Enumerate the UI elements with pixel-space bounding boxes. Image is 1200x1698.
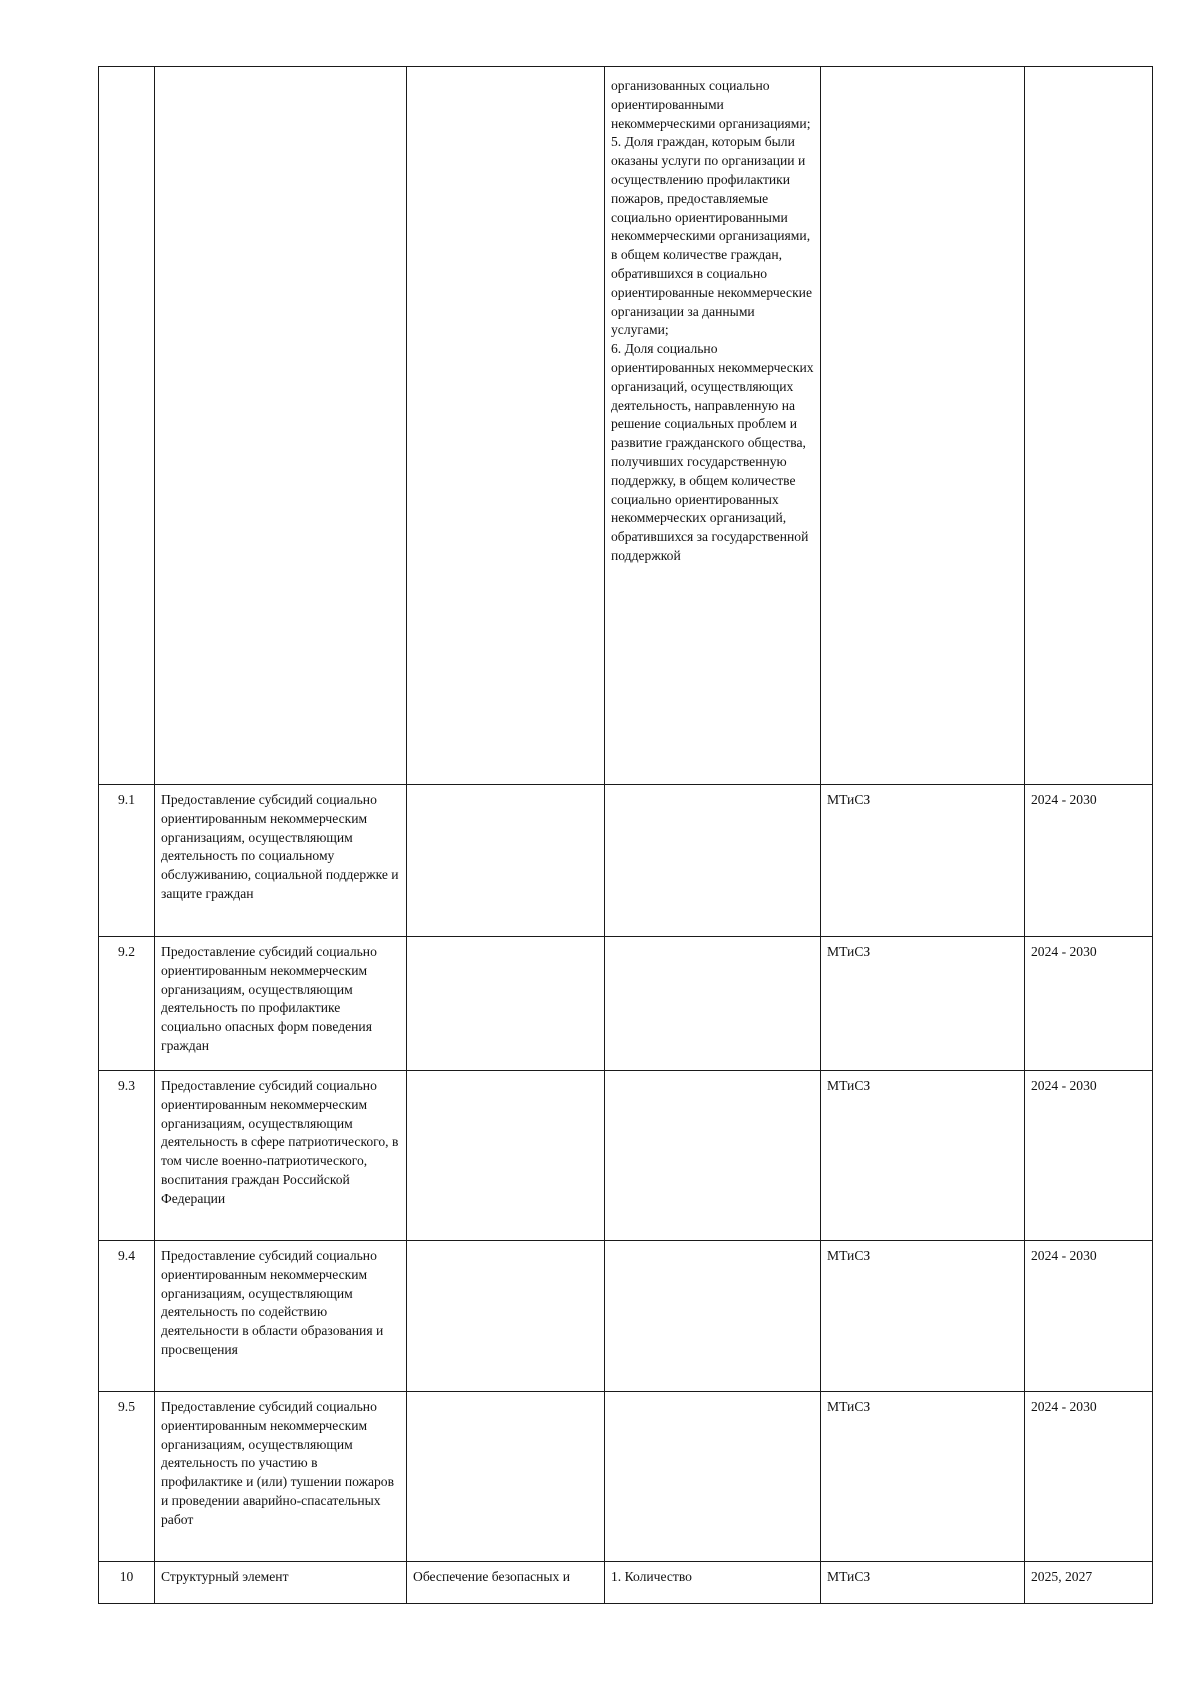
row-number-cell: 9.3	[99, 1071, 155, 1241]
indicators-cell	[605, 1241, 821, 1392]
indicators-cell	[605, 785, 821, 937]
responsible-cell: МТиСЗ	[821, 937, 1025, 1071]
indicators-cell	[605, 1071, 821, 1241]
table-row	[99, 1071, 1153, 1241]
indicators-cell: организованных социально ориентированными некоммерческими организациями; 5. Доля граждан, которым были оказаны услуги по организации и осуществлению профилактики пожаров, предоставляемые социально ориентированными некоммерческими организациями, в общем количестве граждан, обратившихся в социально ориентированные некоммерческие организации за данными услугами; 6. Доля социально ориентированных некоммерческих организаций, осуществляющих деятельность, направленную на решение социальных проблем и развитие гражданского общества, получивших государственную поддержку, в общем количестве социально ориентированных некоммерческих организаций, обратившихся за государственной поддержкой	[605, 67, 821, 785]
program-table	[98, 66, 1153, 1604]
indicators-cell	[605, 937, 821, 1071]
period-cell: 2024 - 2030	[1025, 1071, 1153, 1241]
indicators-cell: 1. Количество	[605, 1562, 821, 1604]
responsible-cell: МТиСЗ	[821, 785, 1025, 937]
tasks-cell	[407, 1392, 605, 1562]
tasks-cell	[407, 1241, 605, 1392]
element-name-cell: Структурный элемент	[155, 1562, 407, 1604]
table-row	[99, 1241, 1153, 1392]
tasks-cell	[407, 67, 605, 785]
table-row	[99, 785, 1153, 937]
table-row	[99, 937, 1153, 1071]
element-name-cell: Предоставление субсидий социально ориентированным некоммерческим организациям, осуществляющим деятельность по социальному обслуживанию, социальной поддержке и защите граждан	[155, 785, 407, 937]
period-cell	[1025, 67, 1153, 785]
element-name-cell: Предоставление субсидий социально ориентированным некоммерческим организациям, осуществляющим деятельность по участию в профилактике и (или) тушении пожаров и проведении аварийно-спасательных работ	[155, 1392, 407, 1562]
row-number-cell: 9.2	[99, 937, 155, 1071]
period-cell: 2024 - 2030	[1025, 785, 1153, 937]
tasks-cell: Обеспечение безопасных и	[407, 1562, 605, 1604]
period-cell: 2024 - 2030	[1025, 937, 1153, 1071]
table-row-continuation	[99, 67, 1153, 785]
row-number-cell	[99, 67, 155, 785]
responsible-cell	[821, 67, 1025, 785]
period-cell: 2024 - 2030	[1025, 1241, 1153, 1392]
table-row	[99, 1562, 1153, 1604]
element-name-cell: Предоставление субсидий социально ориентированным некоммерческим организациям, осуществляющим деятельность по профилактике социально опасных форм поведения граждан	[155, 937, 407, 1071]
row-number-cell: 9.5	[99, 1392, 155, 1562]
element-name-cell: Предоставление субсидий социально ориентированным некоммерческим организациям, осуществляющим деятельность по содействию деятельности в области образования и просвещения	[155, 1241, 407, 1392]
period-cell: 2024 - 2030	[1025, 1392, 1153, 1562]
responsible-cell: МТиСЗ	[821, 1562, 1025, 1604]
period-cell: 2025, 2027	[1025, 1562, 1153, 1604]
row-number-cell: 9.1	[99, 785, 155, 937]
responsible-cell: МТиСЗ	[821, 1392, 1025, 1562]
tasks-cell	[407, 785, 605, 937]
element-name-cell: Предоставление субсидий социально ориентированным некоммерческим организациям, осуществляющим деятельность в сфере патриотического, в том числе военно-патриотического, воспитания граждан Российской Федерации	[155, 1071, 407, 1241]
indicators-cell	[605, 1392, 821, 1562]
row-number-cell: 9.4	[99, 1241, 155, 1392]
tasks-cell	[407, 1071, 605, 1241]
element-name-cell	[155, 67, 407, 785]
responsible-cell: МТиСЗ	[821, 1071, 1025, 1241]
row-number-cell: 10	[99, 1562, 155, 1604]
table-row	[99, 1392, 1153, 1562]
tasks-cell	[407, 937, 605, 1071]
responsible-cell: МТиСЗ	[821, 1241, 1025, 1392]
